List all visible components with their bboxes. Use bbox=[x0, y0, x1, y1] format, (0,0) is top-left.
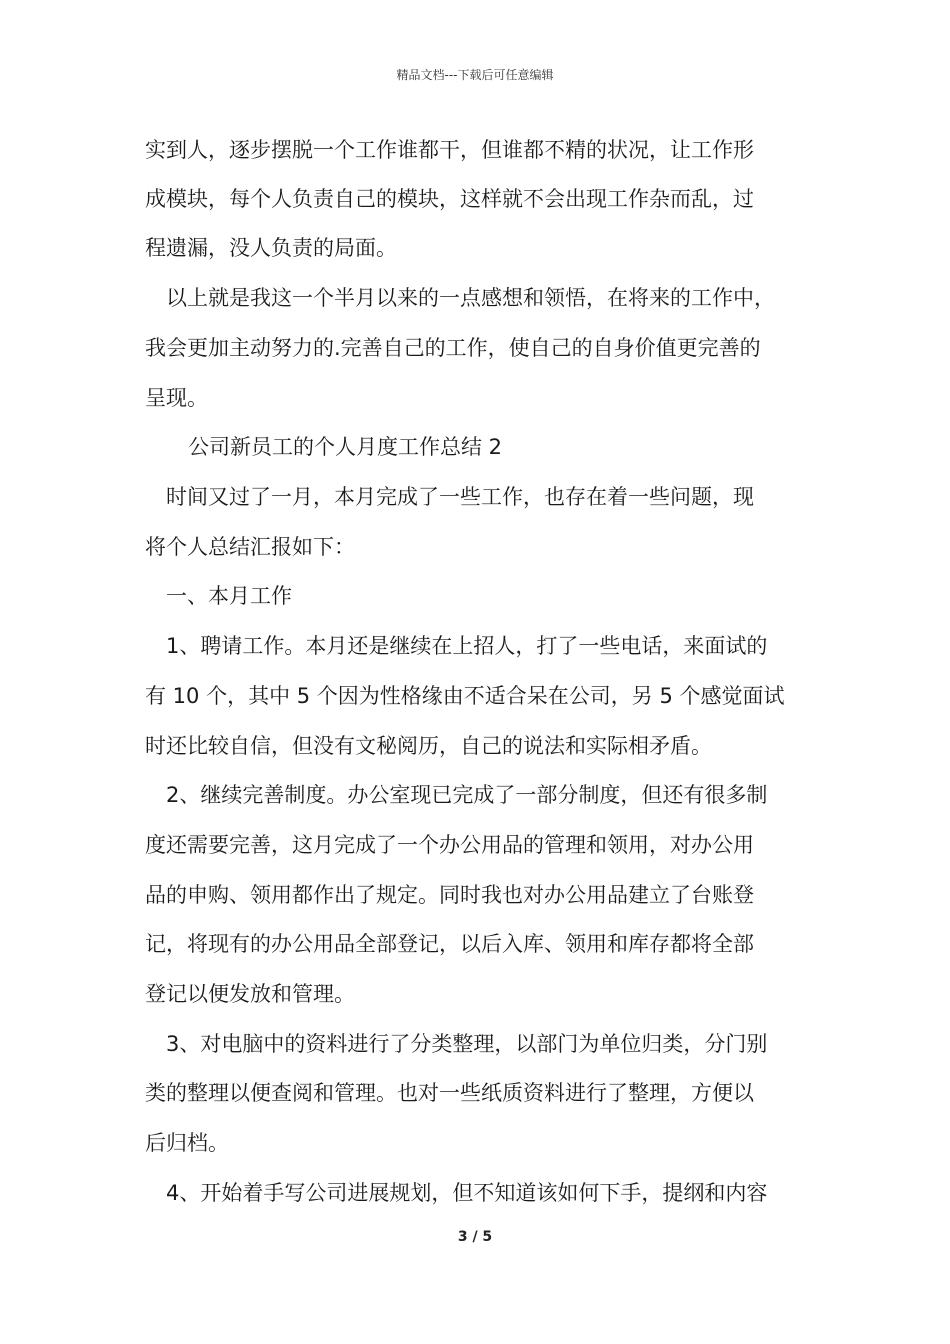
text-line-18: 登记以便发放和管理。 bbox=[145, 982, 355, 1006]
text-line-16: 品的申购、领用都作出了规定。同时我也对办公用品建立了台账登 bbox=[145, 883, 754, 907]
text-line-5: 我会更加主动努力的.完善自己的工作，使自己的自身价值更完善的 bbox=[145, 336, 761, 360]
text-line-6: 呈现。 bbox=[145, 386, 208, 410]
subheading-this-month: 一、本月工作 bbox=[166, 584, 292, 608]
page-header: 精品文档---下载后可任意编辑 bbox=[396, 68, 554, 82]
text-line-8: 时间又过了一月，本月完成了一些工作，也存在着一些问题，现 bbox=[166, 485, 754, 509]
text-line-20: 类的整理以便查阅和管理。也对一些纸质资料进行了整理，方便以 bbox=[145, 1081, 754, 1105]
text-line-2: 成模块，每个人负责自己的模块，这样就不会出现工作杂而乱，过 bbox=[145, 187, 754, 211]
text-line-21: 后归档。 bbox=[145, 1131, 229, 1155]
text-line-9: 将个人总结汇报如下： bbox=[145, 535, 355, 559]
text-line-17: 记，将现有的办公用品全部登记，以后入库、领用和库存都将全部 bbox=[145, 932, 754, 956]
text-line-15: 度还需要完善，这月完成了一个办公用品的管理和领用，对办公用 bbox=[145, 833, 754, 857]
text-line-4: 以上就是我这一个半月以来的一点感想和领悟，在将来的工作中， bbox=[166, 286, 775, 310]
text-line-22: 4、开始着手写公司进展规划，但不知道该如何下手，提纲和内容 bbox=[166, 1181, 768, 1205]
text-line-14: 2、继续完善制度。办公室现已完成了一部分制度，但还有很多制 bbox=[166, 783, 768, 807]
text-line-11: 1、聘请工作。本月还是继续在上招人，打了一些电话，来面试的 bbox=[166, 634, 768, 658]
text-line-3: 程遗漏，没人负责的局面。 bbox=[145, 236, 397, 260]
text-line-13: 时还比较自信，但没有文秘阅历，自己的说法和实际相矛盾。 bbox=[145, 734, 712, 758]
section-heading: 公司新员工的个人月度工作总结 2 bbox=[188, 435, 503, 459]
text-line-1: 实到人，逐步摆脱一个工作谁都干，但谁都不精的状况，让工作形 bbox=[145, 138, 754, 162]
page-number: 3 / 5 bbox=[457, 1229, 493, 1245]
text-line-19: 3、对电脑中的资料进行了分类整理，以部门为单位归类，分门别 bbox=[166, 1032, 768, 1056]
text-line-12: 有 10 个，其中 5 个因为性格缘由不适合呆在公司，另 5 个感觉面试 bbox=[145, 684, 785, 708]
